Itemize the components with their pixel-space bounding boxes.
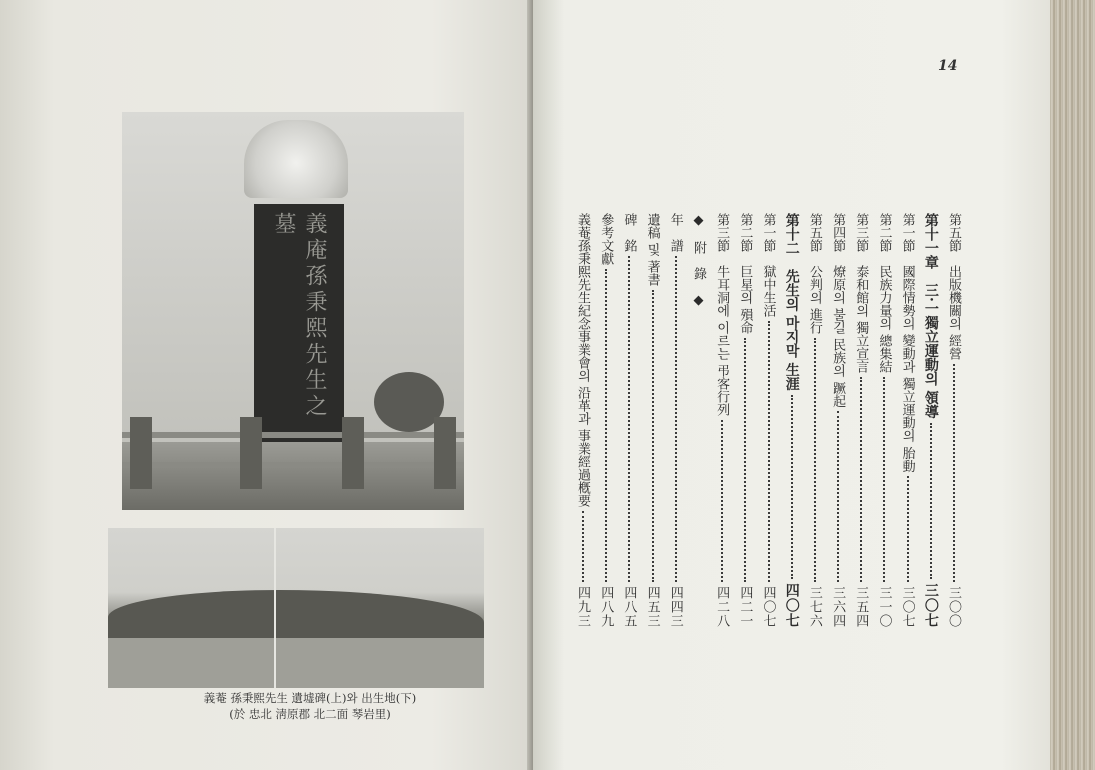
toc-entry-label: 第一節 國際情勢의 變動과 獨立運動의 胎動 xyxy=(899,213,915,473)
toc-leader-dots xyxy=(907,476,909,582)
toc-entry-page: 四八五 xyxy=(621,586,637,628)
toc-entry xyxy=(803,213,826,628)
fence-rail xyxy=(122,462,464,468)
toc-leader-dots xyxy=(883,377,885,582)
toc-entry-label: 第十一章 三·一獨立運動의 領導 xyxy=(922,213,939,419)
toc-entry xyxy=(826,213,849,628)
toc-entry-label: 第五節 出版機關의 經營 xyxy=(946,213,961,361)
toc-entry-label: 義菴孫秉熙先生紀念事業會의 沿革과 事業經過槪要 xyxy=(575,213,590,508)
fence-post xyxy=(434,417,456,489)
toc-leader-dots xyxy=(791,395,793,579)
toc-entry xyxy=(942,213,965,628)
toc-entry xyxy=(849,213,872,628)
toc-leader-dots xyxy=(628,256,630,582)
caption-line-2: (於 忠北 淸原郡 北二面 琴岩里) xyxy=(229,707,391,721)
toc-entry-page: 三六四 xyxy=(830,586,846,628)
toc-entry-label: 第三節 牛耳洞에 이르는 弔客行列 xyxy=(714,213,730,417)
toc-entry xyxy=(872,213,895,628)
toc-leader-dots xyxy=(605,269,607,582)
toc-leader-dots xyxy=(930,423,932,579)
toc-entry xyxy=(594,213,617,628)
toc-leader-dots xyxy=(860,377,862,582)
toc-entry-label: 第二節 民族力量의 總集結 xyxy=(876,213,892,374)
toc-entry-page: 四二八 xyxy=(714,586,730,628)
toc-entry xyxy=(733,213,756,628)
toc-entry-page: 三五四 xyxy=(853,586,869,628)
fence-post xyxy=(240,417,262,489)
toc-entry xyxy=(919,213,942,628)
fence-rail xyxy=(122,432,464,438)
toc-leader-dots xyxy=(582,511,584,582)
stele-base xyxy=(122,442,464,510)
toc-entry xyxy=(780,213,803,628)
toc-entry-label: 參考文獻 xyxy=(598,213,614,265)
toc-entry xyxy=(571,213,594,628)
page-number: 14 xyxy=(938,58,958,74)
toc-leader-dots xyxy=(814,338,816,582)
toc-entry-label: 第四節 燎原의 불길 民族의 蹶起 xyxy=(830,213,846,408)
toc-leader-dots xyxy=(675,256,677,582)
toc-entry xyxy=(617,213,640,628)
photo-divider xyxy=(274,528,276,688)
toc-entry xyxy=(664,213,687,628)
toc-entry-label: 年 譜 xyxy=(667,213,683,252)
toc-leader-dots xyxy=(953,364,955,582)
toc-entry-label: 第五節 公判의 進行 xyxy=(806,213,822,335)
caption-line-1: 義菴 孫秉熙先生 遺墟碑(上)와 出生地(下) xyxy=(203,691,417,705)
toc-entry-page: 四二一 xyxy=(737,586,753,628)
toc-entry-page: 四四三 xyxy=(667,586,683,628)
stele-inscription: 義庵孫秉熙先生之墓 xyxy=(271,212,327,420)
toc-entry-label: 第二節 巨星의 殞命 xyxy=(737,213,753,335)
birthplace-photo xyxy=(108,528,484,688)
toc-leader-dots xyxy=(721,420,723,582)
toc-entry-page: 四〇七 xyxy=(783,583,800,628)
toc-entry-page: 三一〇 xyxy=(876,586,892,628)
toc-entry-page: 四九三 xyxy=(575,586,590,628)
toc-entry-page: 四八九 xyxy=(598,586,614,628)
toc-entry-label: 第三節 泰和館의 獨立宣言 xyxy=(853,213,869,374)
toc-leader-dots xyxy=(768,321,770,582)
photo-ground xyxy=(108,638,484,688)
stele-body xyxy=(254,204,344,444)
toc-entry-page: 四五三 xyxy=(644,586,660,628)
toc-entry-label: 碑 銘 xyxy=(621,213,637,252)
fence-post xyxy=(130,417,152,489)
left-page xyxy=(0,0,540,770)
toc-entry xyxy=(640,213,663,628)
toc-entry-page: 三〇〇 xyxy=(946,586,961,628)
toc-entry-page: 四〇七 xyxy=(760,586,776,628)
stele-capstone xyxy=(244,120,348,198)
toc-entry-page: 三〇七 xyxy=(922,583,939,628)
toc-entry xyxy=(895,213,918,628)
fence-post xyxy=(342,417,364,489)
toc-entry-label: 第十二 先生의 마지막 生涯 xyxy=(783,213,800,391)
photo-caption xyxy=(180,690,440,722)
toc-entry-label: ◆ 附 錄 ◆ xyxy=(690,213,706,308)
toc-leader-dots xyxy=(837,411,839,582)
toc-entry-label: 第一節 獄中生活 xyxy=(760,213,776,317)
table-of-contents xyxy=(565,213,965,628)
toc-entry xyxy=(710,213,733,628)
toc-entry-label: 遺稿 및 著書 xyxy=(644,213,660,287)
toc-entry-page: 三〇七 xyxy=(899,586,915,628)
toc-leader-dots xyxy=(652,290,654,582)
page-edges xyxy=(1050,0,1095,770)
toc-leader-dots xyxy=(744,338,746,582)
memorial-stele-photo xyxy=(122,112,464,510)
toc-entry-page: 三七六 xyxy=(806,586,822,628)
toc-entry xyxy=(687,213,710,628)
toc-entry xyxy=(756,213,779,628)
